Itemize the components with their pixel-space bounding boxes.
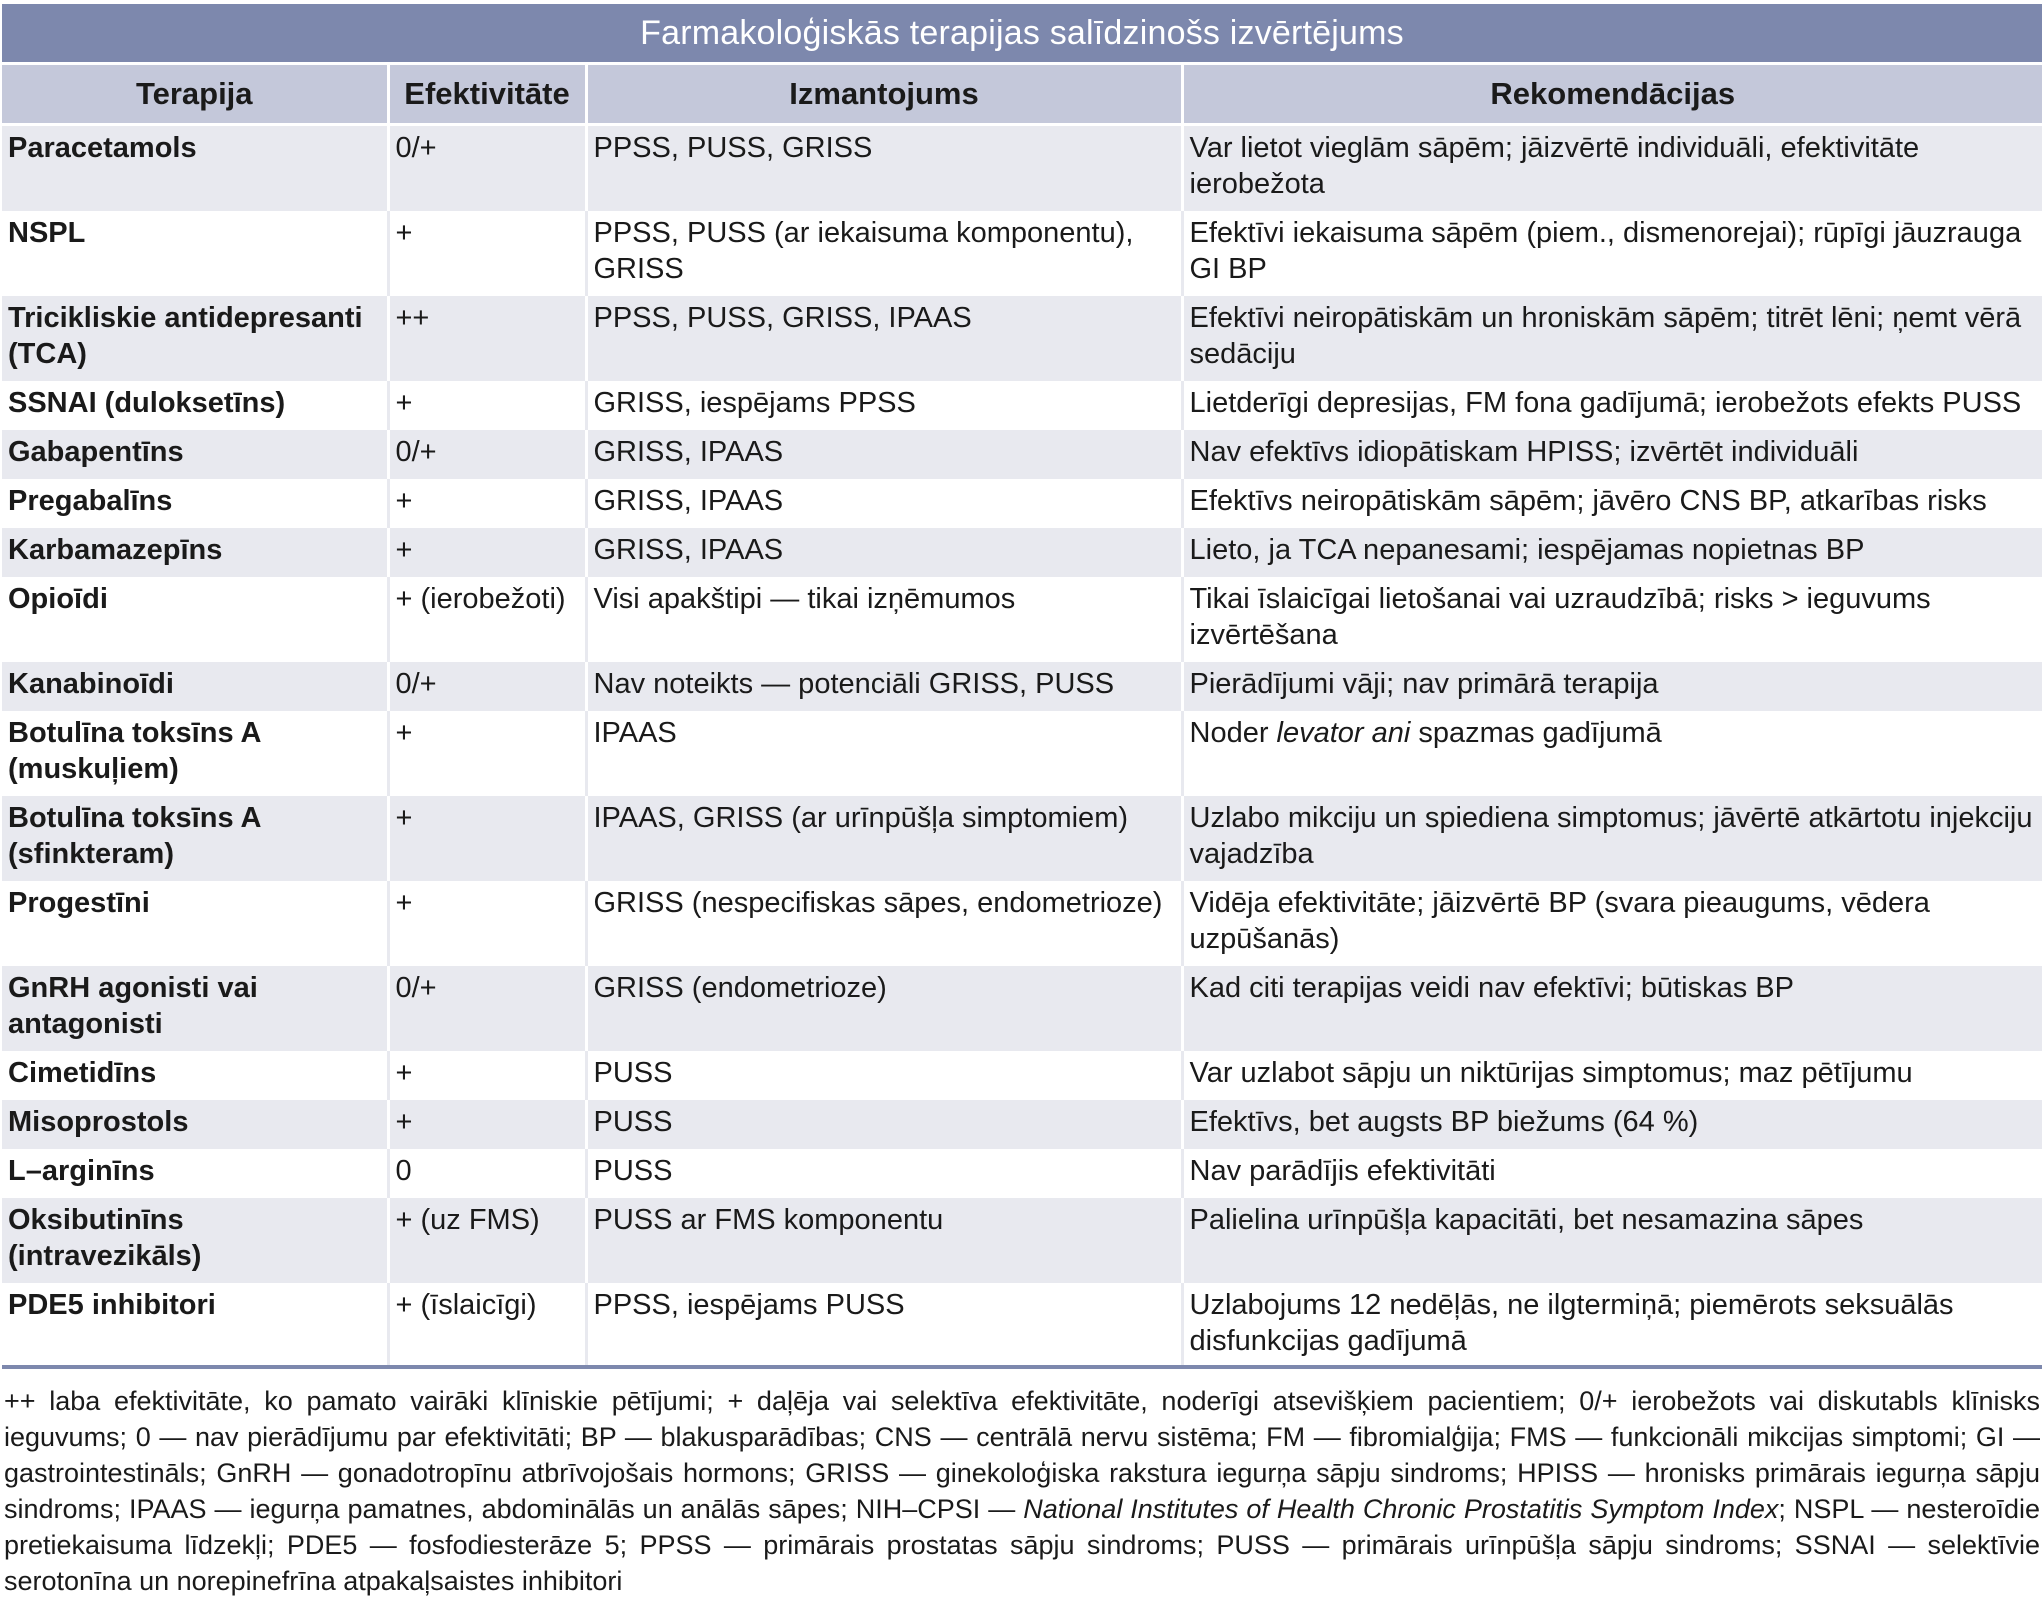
table-row — [2, 527, 2042, 576]
table-row — [2, 1282, 2042, 1366]
cell-recommendation: Lietderīgi depresijas, FM fona gadījumā; ierobežots efekts PUSS — [1182, 380, 2042, 429]
cell-usage: PPSS, PUSS, GRISS, IPAAS — [586, 295, 1182, 380]
footnote-italic: National Institutes of Health Chronic Prostatitis Symptom Index — [1023, 1494, 1779, 1524]
cell-recommendation: Tikai īslaicīgai lietošanai vai uzraudzībā; risks > ieguvums izvērtēšana — [1182, 576, 2042, 661]
cell-therapy: Kanabinoīdi — [2, 661, 388, 710]
cell-efficacy: + — [388, 1050, 586, 1099]
table-row — [2, 795, 2042, 880]
cell-therapy: PDE5 inhibitori — [2, 1282, 388, 1366]
cell-usage: GRISS, IPAAS — [586, 478, 1182, 527]
cell-efficacy: + — [388, 1099, 586, 1148]
cell-recommendation: Efektīvs, bet augsts BP biežums (64 %) — [1182, 1099, 2042, 1148]
cell-recommendation: Palielina urīnpūšļa kapacitāti, bet nesamazina sāpes — [1182, 1197, 2042, 1282]
cell-therapy: NSPL — [2, 210, 388, 295]
table-row — [2, 380, 2042, 429]
cell-therapy: Misoprostols — [2, 1099, 388, 1148]
cell-recommendation: Kad citi terapijas veidi nav efektīvi; būtiskas BP — [1182, 965, 2042, 1050]
cell-therapy: GnRH agonisti vai antagonisti — [2, 965, 388, 1050]
cell-efficacy: + — [388, 880, 586, 965]
cell-therapy: Oksibutinīns (intravezikāls) — [2, 1197, 388, 1282]
cell-efficacy: + — [388, 527, 586, 576]
table-row — [2, 210, 2042, 295]
cell-usage: PUSS — [586, 1050, 1182, 1099]
cell-usage: PPSS, PUSS, GRISS — [586, 125, 1182, 210]
cell-therapy: Gabapentīns — [2, 429, 388, 478]
cell-usage: PUSS — [586, 1099, 1182, 1148]
therapy-table — [2, 62, 2042, 1365]
header-row — [2, 64, 2042, 125]
cell-therapy: Karbamazepīns — [2, 527, 388, 576]
footnote-text-1: ++ laba efektivitāte, ko pamato vairāki klīniskie pētījumi; + daļēja vai selektīva efektivitāte, noderīgi atsevišķiem pacientiem; 0/+ ierobežots vai diskutabls klīnisks ieguvums; 0 — nav pierādījumu par efektivitāti; BP — blakusparādības; CNS — centrālā nervu sistēma; FM — fibromialģija; FMS — funkcionāli mikcijas simptomi; GI — gastrointestināls; GnRH — gonadotropīnu atbrīvojošais hormons; GRISS — ginekoloģiska rakstura iegurņa sāpju sindroms; HPISS — hronisks primārais iegurņa sāpju sindroms; IPAAS — iegurņa pamatnes, abdominālās un anālās sāpes; NIH–CPSI — — [4, 1386, 2040, 1524]
cell-efficacy: + — [388, 710, 586, 795]
cell-efficacy: + (ierobežoti) — [388, 576, 586, 661]
cell-recommendation: Var uzlabot sāpju un niktūrijas simptomus; maz pētījumu — [1182, 1050, 2042, 1099]
cell-efficacy: 0/+ — [388, 125, 586, 210]
cell-therapy: Opioīdi — [2, 576, 388, 661]
table-row — [2, 1099, 2042, 1148]
cell-efficacy: + (īslaicīgi) — [388, 1282, 586, 1366]
cell-usage: Nav noteikts — potenciāli GRISS, PUSS — [586, 661, 1182, 710]
header-usage: Izmantojums — [586, 64, 1182, 125]
cell-efficacy: + — [388, 380, 586, 429]
table-row — [2, 1197, 2042, 1282]
cell-therapy: Progestīni — [2, 880, 388, 965]
rec-text-pre: Noder — [1189, 717, 1277, 749]
cell-recommendation: Vidēja efektivitāte; jāizvērtē BP (svara pieaugums, vēdera uzpūšanās) — [1182, 880, 2042, 965]
rec-text-italic: levator ani — [1276, 717, 1411, 749]
cell-efficacy: + — [388, 795, 586, 880]
cell-usage: GRISS (nespecifiskas sāpes, endometrioze) — [586, 880, 1182, 965]
table-row — [2, 125, 2042, 210]
cell-efficacy: 0/+ — [388, 429, 586, 478]
cell-efficacy: ++ — [388, 295, 586, 380]
cell-recommendation: Efektīvi neiropātiskām un hroniskām sāpēm; titrēt lēni; ņemt vērā sedāciju — [1182, 295, 2042, 380]
table-title: Farmakoloģiskās terapijas salīdzinošs izvērtējums — [2, 4, 2042, 62]
cell-efficacy: 0/+ — [388, 965, 586, 1050]
table-row — [2, 295, 2042, 380]
cell-efficacy: 0 — [388, 1148, 586, 1197]
comparison-table-figure — [2, 4, 2042, 1599]
cell-recommendation: Var lietot vieglām sāpēm; jāizvērtē individuāli, efektivitāte ierobežota — [1182, 125, 2042, 210]
cell-efficacy: + (uz FMS) — [388, 1197, 586, 1282]
cell-therapy: Tricikliskie antidepresanti (TCA) — [2, 295, 388, 380]
cell-usage: IPAAS, GRISS (ar urīnpūšļa simptomiem) — [586, 795, 1182, 880]
cell-therapy: L–arginīns — [2, 1148, 388, 1197]
table-row — [2, 1050, 2042, 1099]
header-efficacy: Efektivitāte — [388, 64, 586, 125]
cell-therapy: Cimetidīns — [2, 1050, 388, 1099]
footnote-text-2: ; NSPL — nesteroīdie pretiekaisuma līdzekļi; PDE5 — fosfodiesterāze 5; PPSS — primārais prostatas sāpju sindroms; PUSS — primārais urīnpūšļa sāpju sindroms; SSNAI — selektīvie serotonīna un norepinefrīna atpakaļsaistes inhibitori — [4, 1494, 2040, 1596]
cell-recommendation: Nav parādījis efektivitāti — [1182, 1148, 2042, 1197]
cell-recommendation: Uzlabojums 12 nedēļās, ne ilgtermiņā; piemērots seksuālās disfunkcijas gadījumā — [1182, 1282, 2042, 1366]
rec-text-post: spazmas gadījumā — [1410, 717, 1662, 749]
footnote — [2, 1369, 2042, 1599]
table-row — [2, 1148, 2042, 1197]
table-row — [2, 576, 2042, 661]
cell-recommendation: Lieto, ja TCA nepanesami; iespējamas nopietnas BP — [1182, 527, 2042, 576]
cell-therapy: Botulīna toksīns A (sfinkteram) — [2, 795, 388, 880]
table-row — [2, 880, 2042, 965]
cell-recommendation: Pierādījumi vāji; nav primārā terapija — [1182, 661, 2042, 710]
cell-efficacy: 0/+ — [388, 661, 586, 710]
cell-usage: Visi apakštipi — tikai izņēmumos — [586, 576, 1182, 661]
cell-recommendation: Nav efektīvs idiopātiskam HPISS; izvērtēt individuāli — [1182, 429, 2042, 478]
table-row — [2, 661, 2042, 710]
header-recommendations: Rekomendācijas — [1182, 64, 2042, 125]
table-row — [2, 429, 2042, 478]
cell-usage: GRISS, IPAAS — [586, 527, 1182, 576]
cell-recommendation: Uzlabo mikciju un spiediena simptomus; jāvērtē atkārtotu injekciju vajadzība — [1182, 795, 2042, 880]
cell-therapy: SSNAI (duloksetīns) — [2, 380, 388, 429]
table-row — [2, 965, 2042, 1050]
cell-usage: GRISS (endometrioze) — [586, 965, 1182, 1050]
cell-recommendation: Efektīvs neiropātiskām sāpēm; jāvēro CNS BP, atkarības risks — [1182, 478, 2042, 527]
cell-therapy: Pregabalīns — [2, 478, 388, 527]
cell-usage: IPAAS — [586, 710, 1182, 795]
cell-efficacy: + — [388, 478, 586, 527]
cell-therapy: Botulīna toksīns A (muskuļiem) — [2, 710, 388, 795]
table-row — [2, 478, 2042, 527]
cell-usage: GRISS, IPAAS — [586, 429, 1182, 478]
cell-usage: GRISS, iespējams PPSS — [586, 380, 1182, 429]
cell-usage: PPSS, PUSS (ar iekaisuma komponentu), GRISS — [586, 210, 1182, 295]
header-therapy: Terapija — [2, 64, 388, 125]
cell-efficacy: + — [388, 210, 586, 295]
cell-therapy: Paracetamols — [2, 125, 388, 210]
cell-usage: PUSS ar FMS komponentu — [586, 1197, 1182, 1282]
cell-recommendation — [1182, 710, 2042, 795]
cell-usage: PPSS, iespējams PUSS — [586, 1282, 1182, 1366]
table-row — [2, 710, 2042, 795]
cell-recommendation: Efektīvi iekaisuma sāpēm (piem., dismenorejai); rūpīgi jāuzrauga GI BP — [1182, 210, 2042, 295]
cell-usage: PUSS — [586, 1148, 1182, 1197]
